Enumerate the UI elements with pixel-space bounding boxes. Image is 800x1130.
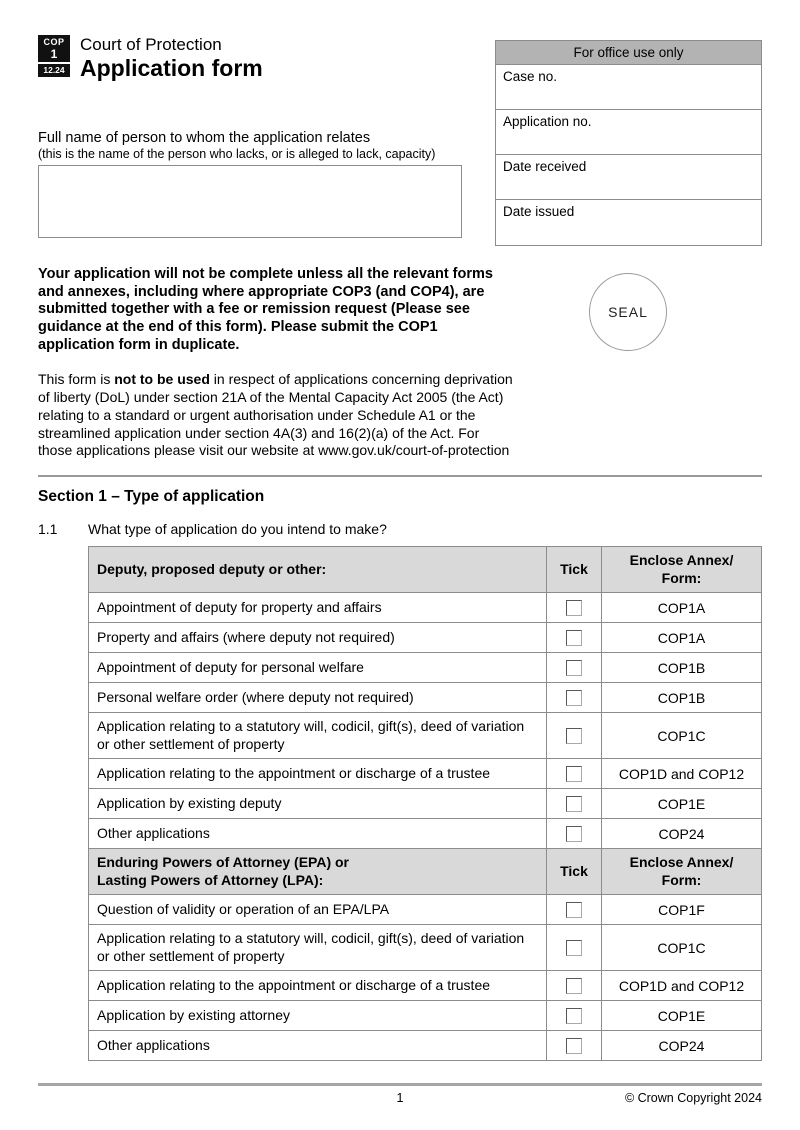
page-title: Application form	[80, 55, 263, 82]
completeness-notice: Your application will not be complete unless all the relevant forms and annexes, including where appropriate COP3 (and COP4), are submitted together with a fee or remission request (Please see guidance at the end of this form). Please submit the COP1 application form in duplicate.	[38, 265, 493, 353]
annex-form-label: COP1E	[602, 789, 762, 819]
table-header-row-epa-lpa	[89, 849, 762, 895]
epa-header-line1: Enduring Powers of Attorney (EPA) or	[97, 854, 350, 871]
person-name-input[interactable]	[38, 165, 462, 238]
tick-checkbox-existing-attorney[interactable]	[566, 1008, 582, 1024]
tick-checkbox-trustee-deputy[interactable]	[566, 766, 582, 782]
tick-cell	[547, 819, 602, 849]
table-row	[89, 1001, 762, 1031]
table-row	[89, 971, 762, 1001]
application-type-label: Application relating to a statutory will, codicil, gift(s), deed of variation or other settlement of property	[89, 925, 547, 971]
tick-checkbox-welfare-no-deputy[interactable]	[566, 690, 582, 706]
tick-checkbox-epa-lpa-validity[interactable]	[566, 902, 582, 918]
tick-cell	[547, 789, 602, 819]
annex-header-line2: Form:	[661, 871, 702, 888]
date-issued-field[interactable]: Date issued	[503, 204, 575, 219]
annex-form-label: COP24	[602, 1031, 762, 1061]
name-section	[38, 130, 462, 238]
tick-cell	[547, 1001, 602, 1031]
tick-cell	[547, 623, 602, 653]
badge-number-label: 1	[50, 47, 58, 61]
court-seal	[589, 273, 667, 351]
question-text: What type of application do you intend to make?	[88, 521, 387, 538]
section-divider	[38, 475, 762, 477]
table-row	[89, 653, 762, 683]
tick-checkbox-property-no-deputy[interactable]	[566, 630, 582, 646]
tick-cell	[547, 1031, 602, 1061]
tick-cell	[547, 759, 602, 789]
application-type-label: Property and affairs (where deputy not required)	[89, 623, 547, 653]
masthead-titles	[80, 35, 263, 82]
notice-post: in respect of applications concerning deprivation of liberty (DoL) under section 21A of the Mental Capacity Act 2005 (the Act) relating to a standard or urgent authorisation under Schedule A1 or the streamlined application under section 4A(3) and 16(2)(a) of the Act. For those applications please visit our website at www.gov.uk/court-of-protection	[38, 371, 513, 459]
annex-header-line1: Enclose Annex/	[629, 552, 734, 569]
application-type-label: Other applications	[89, 1031, 547, 1061]
tick-checkbox-deputy-property[interactable]	[566, 600, 582, 616]
dol-exclusion-notice	[38, 371, 516, 460]
table-row	[89, 593, 762, 623]
table-row	[89, 683, 762, 713]
court-name: Court of Protection	[80, 35, 222, 54]
date-received-field[interactable]: Date received	[496, 155, 761, 200]
tick-column-header: Tick	[547, 547, 602, 593]
table-row	[89, 819, 762, 849]
office-use-box	[495, 40, 762, 246]
group-header-deputy: Deputy, proposed deputy or other:	[89, 547, 547, 593]
application-type-label: Question of validity or operation of an EPA/LPA	[89, 895, 547, 925]
annex-column-header	[602, 547, 762, 593]
application-type-label: Appointment of deputy for property and affairs	[89, 593, 547, 623]
footer-row	[38, 1091, 762, 1105]
footer-rule	[38, 1083, 762, 1086]
page-number: 1	[396, 1091, 404, 1105]
copyright-notice: © Crown Copyright 2024	[624, 1091, 762, 1105]
application-no-field[interactable]: Application no.	[496, 110, 761, 155]
office-use-title: For office use only	[496, 41, 761, 65]
tick-checkbox-statutory-will-attorney[interactable]	[566, 940, 582, 956]
table-row	[89, 623, 762, 653]
tick-checkbox-deputy-welfare[interactable]	[566, 660, 582, 676]
application-type-label: Application by existing attorney	[89, 1001, 547, 1031]
application-type-table	[88, 546, 762, 1061]
tick-column-header: Tick	[547, 849, 602, 895]
group-header-epa-lpa	[89, 849, 547, 895]
table-row	[89, 925, 762, 971]
annex-form-label: COP1E	[602, 1001, 762, 1031]
application-type-label: Appointment of deputy for personal welfare	[89, 653, 547, 683]
annex-header-line1: Enclose Annex/	[629, 854, 734, 871]
epa-header-line2: Lasting Powers of Attorney (LPA):	[97, 871, 324, 888]
annex-form-label: COP1D and COP12	[602, 759, 762, 789]
cop1-form-badge	[38, 35, 70, 77]
tick-cell	[547, 653, 602, 683]
annex-form-label: COP1D and COP12	[602, 971, 762, 1001]
table-row	[89, 1031, 762, 1061]
annex-form-label: COP1C	[602, 925, 762, 971]
application-type-label: Application by existing deputy	[89, 789, 547, 819]
annex-column-header	[602, 849, 762, 895]
application-type-label: Application relating to the appointment or discharge of a trustee	[89, 759, 547, 789]
question-number: 1.1	[38, 521, 58, 538]
question-1-1	[38, 521, 762, 537]
annex-header-line2: Form:	[661, 569, 702, 586]
annex-form-label: COP24	[602, 819, 762, 849]
application-type-label: Other applications	[89, 819, 547, 849]
annex-form-label: COP1C	[602, 713, 762, 759]
tick-cell	[547, 895, 602, 925]
table-row	[89, 789, 762, 819]
tick-cell	[547, 593, 602, 623]
tick-checkbox-trustee-attorney[interactable]	[566, 978, 582, 994]
badge-top	[38, 35, 70, 62]
application-type-label: Application relating to the appointment or discharge of a trustee	[89, 971, 547, 1001]
tick-cell	[547, 971, 602, 1001]
section1-heading: Section 1 – Type of application	[38, 488, 265, 506]
annex-form-label: COP1A	[602, 593, 762, 623]
annex-form-label: COP1F	[602, 895, 762, 925]
annex-form-label: COP1A	[602, 623, 762, 653]
tick-checkbox-existing-deputy[interactable]	[566, 796, 582, 812]
badge-version-label: 12.24	[38, 64, 70, 77]
badge-org-label: COP	[43, 37, 65, 47]
annex-form-label: COP1B	[602, 683, 762, 713]
seal-label: SEAL	[608, 304, 648, 320]
tick-checkbox-statutory-will-deputy[interactable]	[566, 728, 582, 744]
table-row	[89, 713, 762, 759]
annex-form-label: COP1B	[602, 653, 762, 683]
table-header-row-deputy	[89, 547, 762, 593]
tick-cell	[547, 683, 602, 713]
table-row	[89, 895, 762, 925]
application-type-label: Personal welfare order (where deputy not required)	[89, 683, 547, 713]
tick-checkbox-other-deputy[interactable]	[566, 826, 582, 842]
tick-cell	[547, 925, 602, 971]
notice-bold-phrase: not to be used	[114, 371, 210, 388]
name-sublabel: (this is the name of the person who lacks, or is alleged to lack, capacity)	[38, 146, 436, 161]
case-no-field[interactable]: Case no.	[496, 65, 761, 110]
application-type-label: Application relating to a statutory will, codicil, gift(s), deed of variation or other settlement of property	[89, 713, 547, 759]
notice-pre: This form is	[38, 371, 115, 388]
tick-checkbox-other-attorney[interactable]	[566, 1038, 582, 1054]
page-footer	[38, 1083, 762, 1105]
name-label: Full name of person to whom the application relates	[38, 129, 371, 146]
tick-cell	[547, 713, 602, 759]
table-row	[89, 759, 762, 789]
